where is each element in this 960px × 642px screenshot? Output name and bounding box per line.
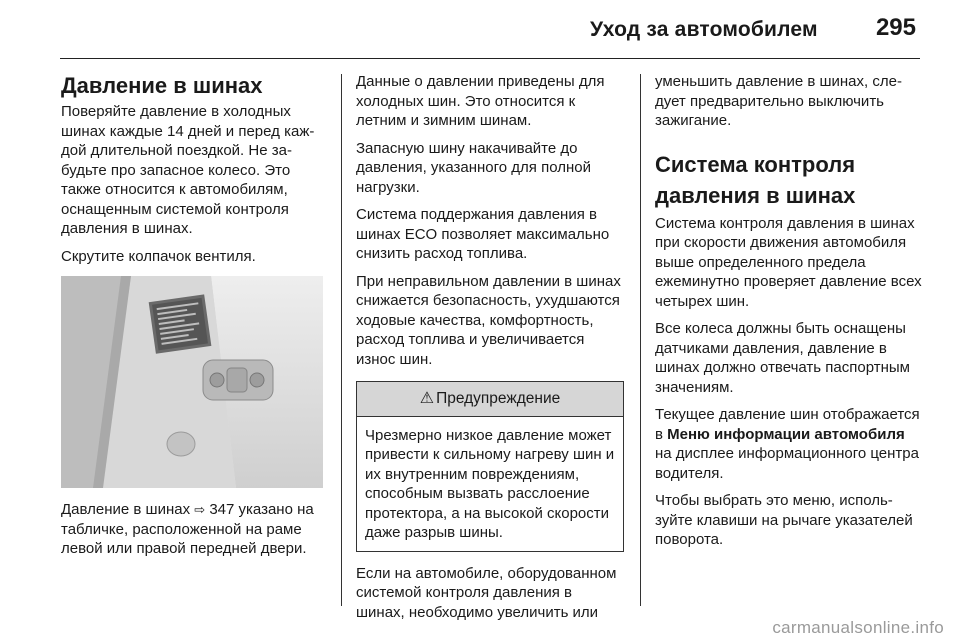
- menu-name-bold: Меню информации автомобиля: [667, 425, 905, 443]
- page-number: 295: [875, 14, 916, 41]
- paragraph: Если на автомобиле, оборудованном системой контроля давления в шинах, необходимо увеличить или: [356, 564, 617, 621]
- caption-text: 347 указано на табличке, расположенной на раме левой или правой передней двери.: [61, 501, 314, 557]
- figure-caption: [61, 500, 327, 559]
- caption-text: Давление в шинах: [61, 501, 191, 518]
- warning-box: [356, 381, 624, 552]
- page-header-title: Уход за автомобилем: [590, 18, 818, 41]
- column-divider-1: [341, 74, 342, 606]
- paragraph: уменьшить давление в шинах, следует предварительно выключить зажигание.: [655, 73, 902, 129]
- paragraph: Система поддержания давления в шинах ECO позволяет максимально снизить расход топлива.: [356, 206, 610, 262]
- section-heading-tire-pressure: Давление в шинах: [61, 73, 263, 98]
- column-2: [356, 72, 624, 630]
- text: Текущее давление шин отображается в: [655, 406, 920, 443]
- paragraph: При неправильном давлении в шинах снижается безопасность, ухудшаются ходовые качества, комфортность, расход топлива и увеличивается износ шин.: [356, 272, 621, 368]
- warning-text: Чрезмерно низкое давление может привести к сильному нагреву шин и их внутренним повреждениям, способным вызвать расслоение протектора, а на высокой скорости даже разрыв шины.: [365, 426, 615, 541]
- warning-title: Предупреждение: [436, 390, 561, 407]
- paragraph: Поверяйте давление в холодных шинах каждые 14 дней и перед каждой длительной поездкой. Не забудьте про запасное колесо. Это также относится к автомобилям, оснащенным системой контроля давления в шинах.: [61, 103, 315, 237]
- watermark: carmanualsonline.info: [772, 618, 944, 637]
- column-divider-2: [640, 74, 641, 606]
- door-frame-label-photo: [61, 276, 323, 488]
- paragraph: Данные о давлении приведены для холодных шин. Это относится к летним и зимним шинам.: [356, 73, 605, 129]
- section-heading-tpms: Система контроля давления в шинах: [655, 151, 856, 208]
- header-divider: [60, 58, 920, 59]
- paragraph: Чтобы выбрать это меню, используйте клавиши на рычаге указателей поворота.: [655, 492, 913, 548]
- paragraph: Скрутите колпачок вентиля.: [61, 247, 256, 265]
- text: на дисплее информационного центра водителя.: [655, 445, 919, 482]
- column-3: [655, 72, 925, 558]
- warning-triangle-icon: ⚠: [419, 390, 435, 407]
- paragraph: Запасную шину накачивайте до давления, указанного для полной нагрузки.: [356, 139, 591, 196]
- door-frame-illustration: [61, 276, 323, 488]
- paragraph: Система контроля давления в шинах при скорости движения автомобиля выше определенного предела ежеминутно проверяет давление всех четырех шин.: [655, 214, 922, 310]
- page-ref-arrow-icon: ⇨: [194, 502, 206, 517]
- paragraph: [655, 405, 925, 483]
- paragraph: Все колеса должны быть оснащены датчиками давления, давление в шинах должно отвечать паспортным значениям.: [655, 320, 910, 396]
- column-1: [61, 72, 327, 567]
- warning-header: [357, 382, 623, 417]
